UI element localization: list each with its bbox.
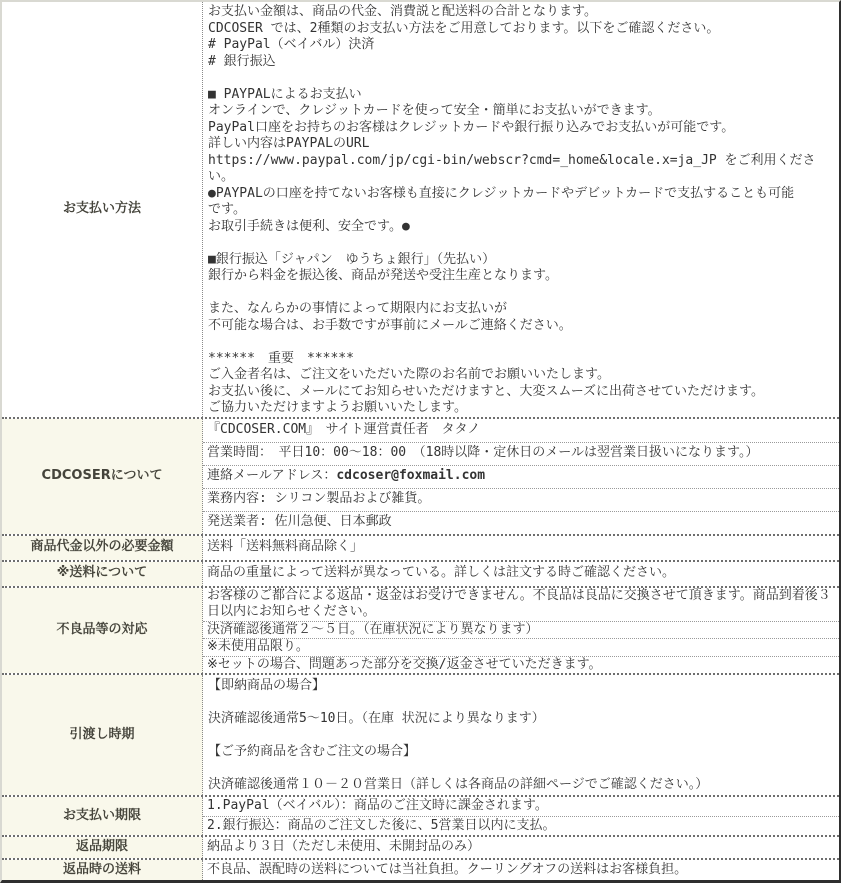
text-line: [208, 235, 835, 252]
row-label-return-shipping-fee: 返品時の送料: [2, 860, 203, 881]
info-row-text: 業務内容: シリコン製品および雑貨。: [207, 491, 431, 507]
info-row-text: 発送業者: 佐川急便、日本郵政: [207, 514, 392, 530]
text-line: 決済確認後通常１０－２０営業日（詳しくは各商品の詳細ページでご確認ください。）: [208, 777, 709, 792]
defect-row: ※セットの場合、問題あった部分を交換/返金させていただきます。: [203, 656, 839, 674]
text-line: ■銀行振込「ジャパン ゆうちょ銀行」（先払い）: [208, 251, 496, 267]
text-line: 【ご予約商品を含むご注文の場合】: [208, 744, 417, 759]
text-line: CDCOSER では、2種類のお支払い方法をご用意しております。以下をご確認ください。: [208, 20, 720, 36]
deadline-row: 2.銀行振込：商品のご注文した後に、5営業日以内に支払。: [203, 816, 839, 835]
defect-row: ※未使用品限り。: [203, 638, 839, 656]
deadline-row: 1.PayPal（ベイバル）：商品のご注文時に課金されます。: [207, 798, 548, 814]
info-row-text: 営業時間： 平日10：00～18：00 （18時以降・定休日のメールは翌営業日扱いになります。）: [207, 445, 759, 461]
section-return-shipping-fee: [2, 858, 839, 881]
section-delivery-time: [2, 673, 839, 795]
payment-deadline-content: [203, 797, 839, 835]
row-label-extra-fee: 商品代金以外の必要金額: [2, 536, 203, 560]
extra-fee-content: 送料「送料無料商品除く」: [203, 536, 839, 560]
text-line: # 銀行振込: [208, 53, 276, 69]
section-extra-fee: [2, 534, 839, 560]
contact-email-text: cdcoser@foxmail.com: [336, 468, 486, 484]
return-shipping-fee-content: 不良品、誤配時の送料については当社負担。クーリングオフの送料はお客様負担。: [203, 860, 839, 881]
text-line: # PayPal（ベイバル）決済: [208, 37, 375, 52]
text-line: 【即納商品の場合】: [208, 678, 326, 693]
text-line: [208, 70, 835, 87]
text-line: 決済確認後通常5～10日。（在庫 状況により異なります）: [208, 711, 545, 726]
text-line: 不可能な場合は、お手数ですが事前にメールご連絡ください。: [208, 317, 572, 333]
row-label-about-shop: CDCOSERについて: [2, 419, 203, 534]
text-line: ご入金者名は、ご注文をいただいた際のお名前でお願いいたします。: [208, 367, 610, 382]
info-row: [203, 465, 839, 488]
text-line: PayPal口座をお持ちのお客様はクレジットカードや銀行振り込みでお支払いが可能です。: [208, 119, 735, 135]
row-label-payment-method: お支払い方法: [2, 2, 203, 417]
section-payment-deadline: [2, 795, 839, 835]
text-line: オンラインで、クレジットカードを使って安全・簡単にお支払いができます。: [208, 103, 661, 118]
text-line: [208, 285, 835, 302]
section-payment-method: [2, 2, 839, 417]
text-line: [208, 728, 835, 745]
row-label-delivery-time: 引渡し時期: [2, 675, 203, 795]
text-line: です。: [208, 202, 246, 217]
defect-row: 決済確認後通常２～５日。（在庫状況により異なります）: [203, 621, 839, 639]
defect-handling-content: [203, 588, 839, 674]
info-row-text: 『CDCOSER.COM』 サイト運営責任者 タタノ: [207, 421, 481, 437]
text-line: お支払い金額は、商品の代金、消費説と配送料の合計となります。: [208, 4, 597, 19]
info-row: [203, 442, 839, 465]
text-line: また、なんらかの事情によって期限内にお支払いが: [208, 301, 508, 316]
row-label-payment-deadline: お支払い期限: [2, 797, 203, 835]
info-row: [203, 419, 839, 442]
shipping-note-content: 商品の重量によって送料が異なっている。詳しくは註文する時ご確認ください。: [203, 562, 839, 586]
info-row: [203, 511, 839, 534]
text-line: ■ PAYPALによるお支払い: [208, 86, 362, 102]
text-line: お取引手続きは便利、安全です。●: [208, 218, 410, 234]
text-line: 詳しい内容はPAYPALのURL: [208, 136, 370, 151]
info-row: [203, 488, 839, 511]
section-about-shop: [2, 417, 839, 534]
text-line: ●PAYPALの口座を持てないお客様も直接にクレジットカードやデビットカードで支払することも可能: [208, 185, 795, 201]
payment-method-content: [203, 2, 839, 417]
text-line: [208, 334, 835, 351]
text-line: https://www.paypal.com/jp/cgi-bin/webscr?cmd=_home&locale.x=ja_JP をご利用ください。: [208, 152, 816, 184]
delivery-time-content: [203, 675, 839, 795]
row-label-shipping-note: ※送料について: [2, 562, 203, 586]
text-line: ****** 重要 ******: [208, 350, 354, 366]
text-line: お支払い後に、メールにてお知らせいただけますと、大変スムーズに出荷させていただけます。: [208, 383, 765, 399]
defect-row: お客様のご都合による返品・返金はお受けできません。不良品は良品に交換させて頂きます。商品到着後３日以内にお知らせください。: [207, 587, 831, 619]
text-line: 銀行から料金を振込後、商品が発送や受注生産となります。: [208, 268, 558, 283]
text-line: [208, 761, 835, 778]
text-line: [208, 695, 835, 712]
return-period-content: 納品より３日（ただし未使用、未開封品のみ）: [203, 837, 839, 858]
info-row-text: 連絡メールアドレス：: [207, 468, 337, 484]
row-label-defect-handling: 不良品等の対応: [2, 588, 203, 674]
about-shop-content: [203, 419, 839, 534]
section-shipping-note: [2, 560, 839, 586]
text-line: ご協力いただけますようお願いいたします。: [208, 400, 467, 415]
section-return-period: [2, 835, 839, 858]
row-label-return-period: 返品期限: [2, 837, 203, 858]
section-defect-handling: [2, 586, 839, 674]
